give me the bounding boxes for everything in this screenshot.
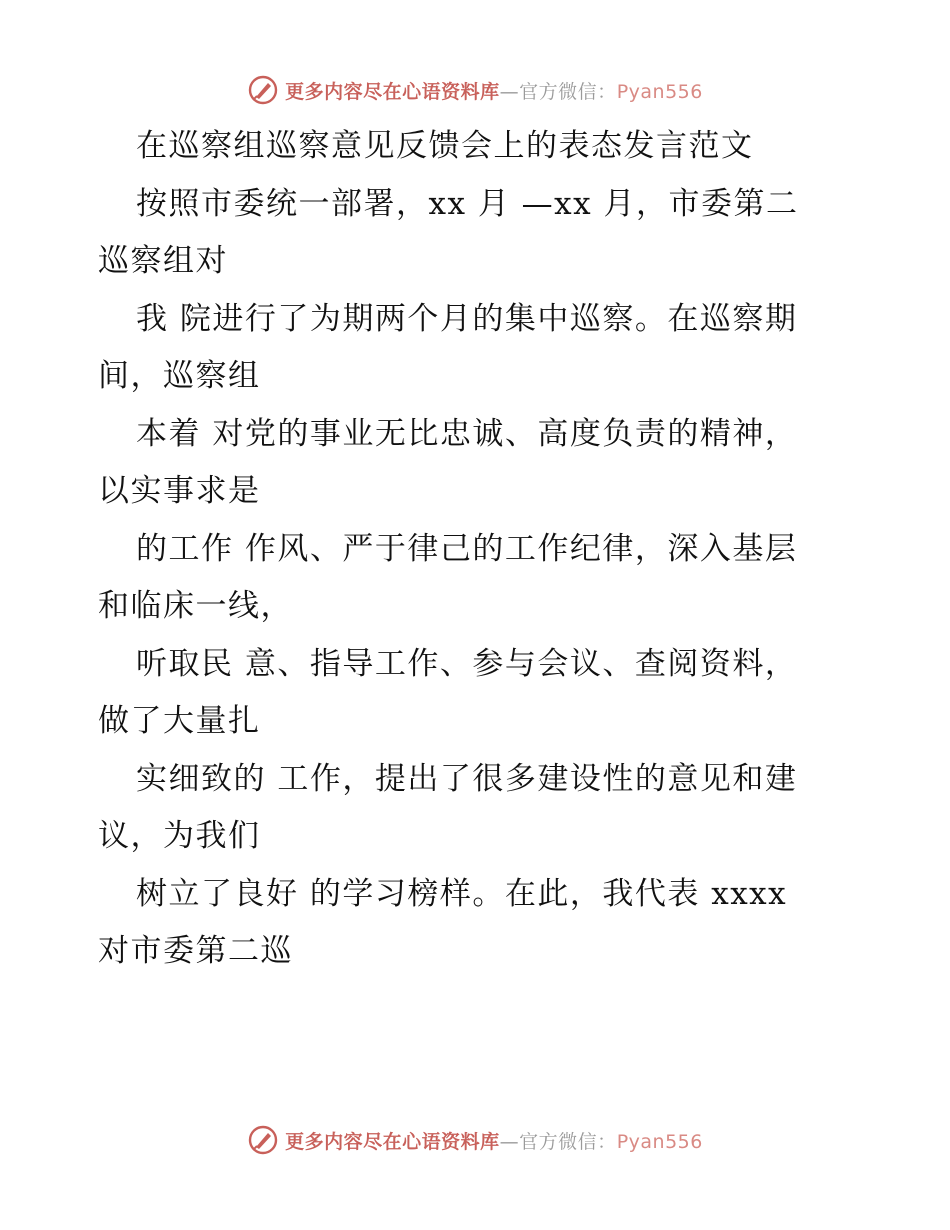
paragraph-line: 间，巡察组 — [98, 358, 261, 394]
paragraph-line: 听取民 意、指导工作、参与会议、查阅资料， — [136, 645, 798, 682]
paragraph-line: 做了大量扎 — [98, 703, 261, 739]
paragraph-line: 和临床一线， — [98, 588, 293, 624]
watermark-official-label: 官方微信： — [519, 1130, 617, 1153]
paragraph-line: 实细致的 工作，提出了很多建设性的意见和建 — [136, 760, 798, 797]
header-watermark — [0, 72, 950, 108]
document-title: 在巡察组巡察意见反馈会上的表态发言范文 — [136, 128, 754, 164]
watermark-handle: Pyan556 — [616, 80, 703, 103]
watermark-brand-text: 更多内容尽在心语资料库 — [285, 1130, 500, 1153]
quill-logo-icon — [247, 1124, 279, 1156]
document-body — [98, 118, 858, 981]
watermark-handle: Pyan556 — [616, 1130, 703, 1153]
paragraph-line: 以实事求是 — [98, 473, 261, 509]
quill-logo-icon — [247, 74, 279, 106]
watermark-official-label: 官方微信： — [519, 80, 617, 103]
footer-watermark — [0, 1122, 950, 1158]
paragraph-line: 对市委第二巡 — [98, 933, 293, 969]
paragraph-line: 按照市委统一部署，xx 月 —xx 月，市委第二 — [136, 185, 799, 222]
paragraph-line: 树立了良好 的学习榜样。在此，我代表 xxxx — [136, 875, 788, 912]
paragraph-line: 议，为我们 — [98, 818, 261, 854]
paragraph-line: 我 院进行了为期两个月的集中巡察。在巡察期 — [136, 300, 798, 337]
paragraph-line: 巡察组对 — [98, 243, 228, 279]
paragraph-line: 本着 对党的事业无比忠诚、高度负责的精神， — [136, 415, 798, 452]
watermark-dash: — — [499, 80, 520, 103]
watermark-brand-text: 更多内容尽在心语资料库 — [285, 80, 500, 103]
watermark-dash: — — [499, 1130, 520, 1153]
paragraph-line: 的工作 作风、严于律己的工作纪律，深入基层 — [136, 530, 798, 567]
